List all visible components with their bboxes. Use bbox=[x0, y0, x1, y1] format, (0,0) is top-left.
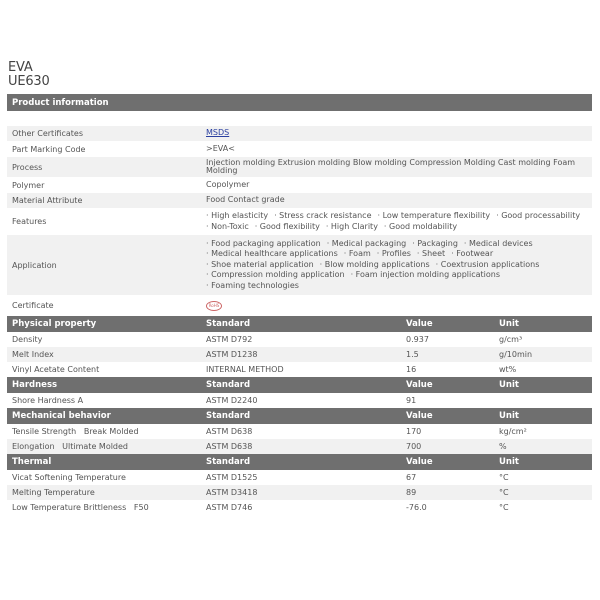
property-row bbox=[7, 500, 592, 515]
bullet-item: · Foaming technologies bbox=[206, 280, 299, 290]
section-header-thermal bbox=[7, 454, 592, 470]
row-value: Injection molding Extrusion molding Blow molding Compression Molding Cast molding Foam Molding bbox=[206, 158, 576, 175]
bullet-item: · Medical healthcare applications bbox=[206, 249, 338, 259]
bullet-item: · Good moldability bbox=[383, 221, 458, 231]
bullet-line bbox=[206, 260, 592, 271]
row-label: Material Attribute bbox=[12, 196, 83, 205]
section-header-product-information bbox=[7, 94, 592, 111]
bullet-item: · Good processability bbox=[496, 211, 581, 220]
column-header: Standard bbox=[206, 380, 251, 390]
row-label: Polymer bbox=[12, 180, 45, 190]
test-standard: ASTM D638 bbox=[206, 427, 253, 436]
row-label: Application bbox=[12, 260, 57, 270]
property-name: Elongation Ultimate Molded bbox=[12, 442, 129, 451]
bullet-line bbox=[206, 222, 592, 233]
column-header: Unit bbox=[499, 380, 519, 390]
bullet-line bbox=[206, 281, 592, 292]
row-label: Features bbox=[12, 217, 47, 226]
property-unit: g/10min bbox=[499, 350, 533, 359]
property-name: Shore Hardness A bbox=[12, 396, 84, 405]
property-row bbox=[7, 424, 592, 439]
bullet-item: · Blow molding applications bbox=[319, 259, 430, 269]
column-header: Value bbox=[406, 380, 433, 390]
column-header: Value bbox=[406, 457, 433, 467]
info-row-part-marking-code bbox=[7, 141, 592, 157]
property-name: Vinyl Acetate Content bbox=[12, 365, 100, 374]
bullet-item: · Sheet bbox=[416, 249, 446, 259]
material-name: EVA bbox=[8, 60, 33, 75]
test-standard: ASTM D3418 bbox=[206, 488, 258, 497]
bullet-item: · Compression molding application bbox=[206, 270, 345, 280]
section-title: Product information bbox=[12, 97, 109, 108]
info-row-material-attribute bbox=[7, 193, 592, 208]
property-value: 67 bbox=[406, 473, 417, 482]
column-header: Unit bbox=[499, 411, 519, 421]
bullet-line bbox=[206, 211, 592, 222]
application-list bbox=[206, 239, 592, 292]
property-name: Low Temperature Brittleness F50 bbox=[12, 503, 149, 512]
property-unit: °C bbox=[499, 473, 509, 482]
property-name: Density bbox=[12, 335, 43, 344]
property-unit: °C bbox=[499, 488, 509, 497]
row-label: Part Marking Code bbox=[12, 144, 86, 154]
bullet-item: · Food packaging application bbox=[206, 238, 321, 248]
property-row bbox=[7, 332, 592, 347]
column-header: Unit bbox=[499, 319, 519, 329]
bullet-line bbox=[206, 249, 592, 260]
features-list bbox=[206, 211, 592, 232]
property-unit: °C bbox=[499, 503, 509, 512]
bullet-item: · Stress crack resistance bbox=[274, 211, 372, 220]
test-standard: ASTM D1525 bbox=[206, 473, 258, 482]
grade-name: UE630 bbox=[8, 74, 50, 89]
property-name: Tensile Strength Break Molded bbox=[12, 427, 139, 436]
bullet-item: · High elasticity bbox=[206, 211, 269, 220]
spacer-row bbox=[7, 111, 592, 126]
bullet-item: · High Clarity bbox=[325, 221, 378, 231]
property-row bbox=[7, 439, 592, 454]
info-row-features bbox=[7, 208, 592, 235]
section-header-mechanical-behavior bbox=[7, 408, 592, 424]
property-value: 91 bbox=[406, 396, 417, 405]
info-row-certificate bbox=[7, 295, 592, 316]
column-header: Thermal bbox=[12, 457, 52, 467]
test-standard: ASTM D2240 bbox=[206, 396, 258, 405]
property-value: 0.937 bbox=[406, 335, 429, 344]
property-unit: wt% bbox=[499, 365, 517, 374]
info-row-other-certificates bbox=[7, 126, 592, 141]
property-unit: kg/cm² bbox=[499, 427, 527, 436]
bullet-item: · Foam injection molding applications bbox=[350, 270, 501, 280]
row-label: Process bbox=[12, 162, 43, 172]
product-title bbox=[8, 61, 50, 89]
property-value: 170 bbox=[406, 427, 422, 436]
property-unit: g/cm³ bbox=[499, 335, 523, 344]
test-standard: ASTM D638 bbox=[206, 442, 253, 451]
bullet-item: · Shoe material application bbox=[206, 259, 314, 269]
row-label: Certificate bbox=[12, 301, 54, 310]
property-sections bbox=[7, 316, 592, 515]
column-header: Hardness bbox=[12, 380, 58, 390]
column-header: Standard bbox=[206, 319, 251, 329]
bullet-item: · Good flexibility bbox=[254, 221, 320, 231]
column-header: Mechanical behavior bbox=[12, 411, 111, 421]
property-row bbox=[7, 470, 592, 485]
bullet-item: · Profiles bbox=[376, 249, 411, 259]
datasheet bbox=[7, 94, 592, 515]
bullet-item: · Medical devices bbox=[463, 238, 533, 248]
info-row-application bbox=[7, 235, 592, 295]
certificate-badge-icon[interactable]: RoHS bbox=[206, 301, 222, 311]
row-value: >EVA< bbox=[206, 143, 235, 153]
property-value: 700 bbox=[406, 442, 422, 451]
column-header: Value bbox=[406, 319, 433, 329]
property-row bbox=[7, 347, 592, 362]
property-value: 16 bbox=[406, 365, 417, 374]
test-standard: ASTM D746 bbox=[206, 503, 253, 512]
bullet-line bbox=[206, 270, 592, 281]
column-header: Physical property bbox=[12, 319, 97, 329]
bullet-item: · Non-Toxic bbox=[206, 221, 249, 231]
property-value: 1.5 bbox=[406, 350, 419, 359]
bullet-item: · Foam bbox=[343, 249, 371, 259]
section-header-hardness bbox=[7, 377, 592, 393]
bullet-item: · Coextrusion applications bbox=[435, 259, 540, 269]
property-unit: % bbox=[499, 442, 507, 451]
property-name: Melt Index bbox=[12, 350, 54, 359]
info-row-polymer bbox=[7, 177, 592, 193]
property-value: -76.0 bbox=[406, 503, 427, 512]
bullet-item: · Packaging bbox=[412, 238, 458, 248]
bullet-line bbox=[206, 239, 592, 250]
property-row bbox=[7, 393, 592, 408]
test-standard: ASTM D792 bbox=[206, 335, 253, 344]
bullet-item: · Low temperature flexibility bbox=[377, 211, 491, 220]
info-row-process bbox=[7, 157, 592, 177]
property-row bbox=[7, 362, 592, 377]
property-value: 89 bbox=[406, 488, 417, 497]
column-header: Unit bbox=[499, 457, 519, 467]
test-standard: INTERNAL METHOD bbox=[206, 365, 284, 374]
column-header: Standard bbox=[206, 457, 251, 467]
msds-link[interactable]: MSDS bbox=[206, 128, 230, 138]
section-header-physical-property bbox=[7, 316, 592, 332]
bullet-item: · Footwear bbox=[451, 249, 494, 259]
property-name: Melting Temperature bbox=[12, 488, 95, 497]
row-value: Food Contact grade bbox=[206, 195, 285, 205]
column-header: Standard bbox=[206, 411, 251, 421]
property-name: Vicat Softening Temperature bbox=[12, 473, 126, 482]
bullet-item: · Medical packaging bbox=[326, 238, 407, 248]
property-row bbox=[7, 485, 592, 500]
row-label: Other Certificates bbox=[12, 129, 83, 138]
column-header: Value bbox=[406, 411, 433, 421]
test-standard: ASTM D1238 bbox=[206, 350, 258, 359]
row-value: Copolymer bbox=[206, 179, 250, 189]
